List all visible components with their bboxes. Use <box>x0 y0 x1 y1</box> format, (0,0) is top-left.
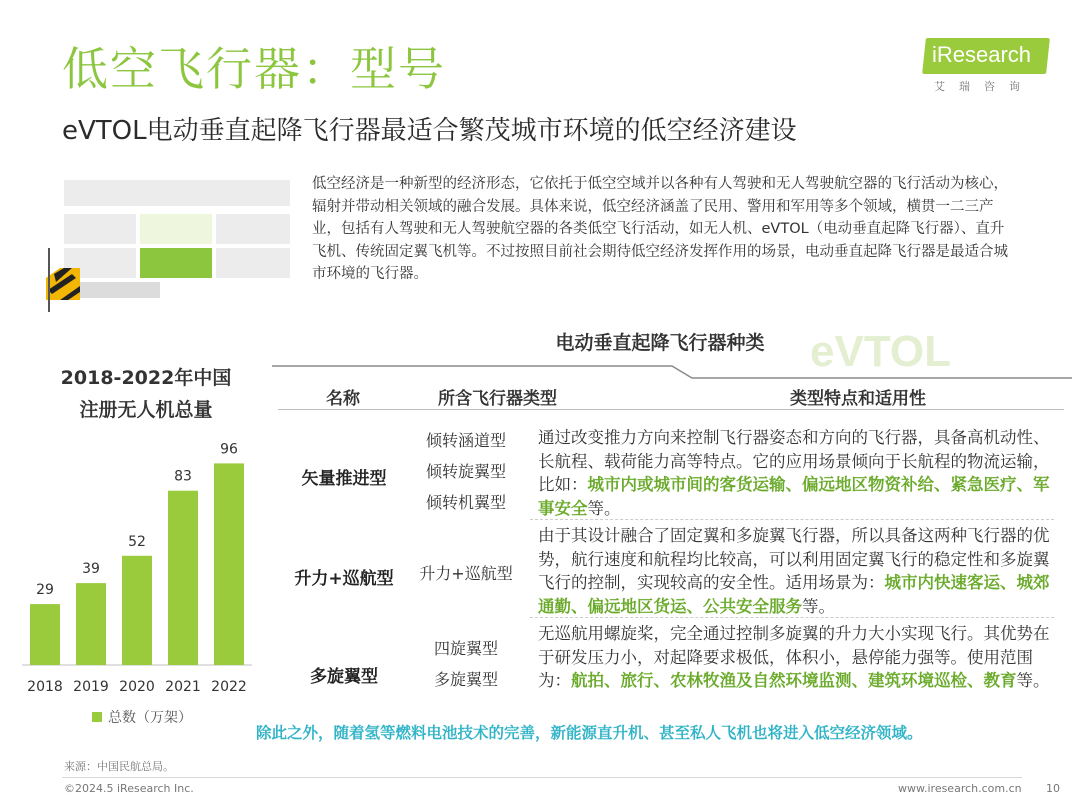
chart-title-line1: 2018-2022年中国 <box>60 367 232 389</box>
footer-divider <box>62 777 1022 778</box>
illustration-block <box>216 214 290 244</box>
website-url: www.iresearch.com.cn <box>898 782 1022 795</box>
type-item: 倾转旋翼型 <box>425 462 506 481</box>
type-item: 四旋翼型 <box>433 639 498 658</box>
x-tick-2019: 2019 <box>73 679 109 695</box>
x-tick-2020: 2020 <box>119 679 155 695</box>
copyright: ©2024.5 iResearch Inc. <box>64 782 194 795</box>
bar-2019 <box>76 583 106 665</box>
row-desc-vector <box>538 426 1050 520</box>
header-name: 名称 <box>326 389 360 409</box>
logo-subtext: 艾瑞咨询 <box>934 80 1034 93</box>
illustration-block <box>76 282 160 298</box>
legend-label: 总数（万架） <box>108 710 192 726</box>
data-label-2022: 96 <box>220 441 238 458</box>
x-tick-2022: 2022 <box>211 679 247 695</box>
evtol-watermark-text: eVTOL <box>810 327 952 376</box>
barrier-stripe-icon <box>46 268 80 300</box>
type-item: 多旋翼型 <box>433 670 498 689</box>
row-name-lift-cruise: 升力+巡航型 <box>294 569 394 589</box>
table-title: 电动垂直起降飞行器种类 <box>555 332 765 354</box>
logo-brand: iResearch <box>932 42 1032 67</box>
header-types: 所含飞行器类型 <box>438 389 557 409</box>
illustration-block <box>216 248 290 278</box>
desc-text: 无巡航用螺旋桨，完全通过控制多旋翼的升力大小实现飞行。其优势在于研发压力小，对起降要求极低，体积小，悬停能力强等。使用范围为： <box>538 624 1050 690</box>
row-name-vector: 矢量推进型 <box>301 469 387 489</box>
page-title: 低空飞行器：型号 <box>62 42 446 96</box>
desc-end: 等。 <box>802 596 835 616</box>
table-title-line <box>272 362 1072 382</box>
page-number: 10 <box>1046 782 1060 795</box>
x-tick-2021: 2021 <box>165 679 201 695</box>
header-divider <box>278 409 1064 410</box>
header-illustration <box>46 178 292 312</box>
desc-text: 通过改变推力方向来控制飞行器姿态和方向的飞行器，具备高机动性、长航程、载荷能力高等特点。它的应用场景倾向于长航程的物流运输，比如： <box>538 428 1050 494</box>
illustration-block <box>64 214 136 244</box>
bar-2021 <box>168 491 198 665</box>
intro-paragraph: 低空经济是一种新型的经济形态，它依托于低空空域并以各种有人驾驶和无人驾驶航空器的飞行活动为核心，辐射并带动相关领域的融合发展。具体来说，低空经济涵盖了民用、警用和军用等多个领域，横贯一二三产业，包括有人驾驶和无人驾驶航空器的各类低空飞行活动，如无人机、eVTOL（电动垂直起降飞行器）、直升飞机、传统固定翼飞机等。不过按照目前社会期待低空经济发挥作用的场景，电动垂直起降飞行器是最适合城市环境的飞行器。 <box>312 176 1008 282</box>
chart-legend <box>92 707 192 727</box>
row-desc-multirotor <box>538 622 1050 693</box>
row-desc-lift-cruise <box>538 524 1050 618</box>
closing-note: 除此之外，随着氢等燃料电池技术的完善，新能源直升机、甚至私人飞机也将进入低空经济领域。 <box>256 724 923 742</box>
chart-title <box>22 362 270 426</box>
data-label-2021: 83 <box>174 468 192 485</box>
iresearch-logo <box>924 38 1054 98</box>
desc-highlight: 航拍、旅行、农林牧渔及自然环境监测、建筑环境巡检、教育 <box>571 671 1017 690</box>
chart-title-line2: 注册无人机总量 <box>79 399 213 421</box>
desc-end: 等。 <box>1016 671 1050 690</box>
header-features: 类型特点和适用性 <box>790 389 926 409</box>
type-item: 升力+巡航型 <box>419 564 513 583</box>
bar-2020 <box>122 556 152 665</box>
row-name-multirotor: 多旋翼型 <box>310 667 378 687</box>
row-divider <box>530 617 1054 618</box>
illustration-pole <box>48 248 50 312</box>
data-label-2020: 52 <box>128 533 146 550</box>
page-subtitle: eVTOL电动垂直起降飞行器最适合繁茂城市环境的低空经济建设 <box>62 116 797 146</box>
row-types-multirotor <box>408 633 524 695</box>
type-item: 倾转机翼型 <box>425 493 506 512</box>
desc-highlight: 城市内或城市间的客货运输、偏远地区物资补给、紧急医疗、军事安全 <box>538 475 1050 518</box>
bar-2018 <box>30 604 60 665</box>
row-types-lift-cruise <box>408 558 524 589</box>
illustration-block <box>140 214 212 244</box>
source-note: 来源：中国民航总局。 <box>64 760 174 773</box>
legend-swatch <box>92 712 102 722</box>
row-types-vector <box>408 425 524 518</box>
bar-chart <box>0 420 270 710</box>
data-label-2019: 39 <box>82 561 100 578</box>
x-tick-2018: 2018 <box>27 679 63 695</box>
type-item: 倾转涵道型 <box>425 431 506 450</box>
illustration-block <box>140 248 212 278</box>
bar-2022 <box>214 463 244 665</box>
illustration-block <box>64 180 290 206</box>
data-label-2018: 29 <box>36 582 54 599</box>
desc-text: 由于其设计融合了固定翼和多旋翼飞行器，所以具备这两种飞行器的优势，航行速度和航程均比较高，可以利用固定翼飞行的稳定性和多旋翼飞行的控制，实现较高的安全性。适用场景为： <box>538 526 1050 592</box>
row-divider <box>530 519 1054 520</box>
desc-end: 等。 <box>587 498 621 518</box>
desc-highlight: 城市内快速客运、城郊通勤、偏远地区货运、公共安全服务 <box>538 573 1050 616</box>
